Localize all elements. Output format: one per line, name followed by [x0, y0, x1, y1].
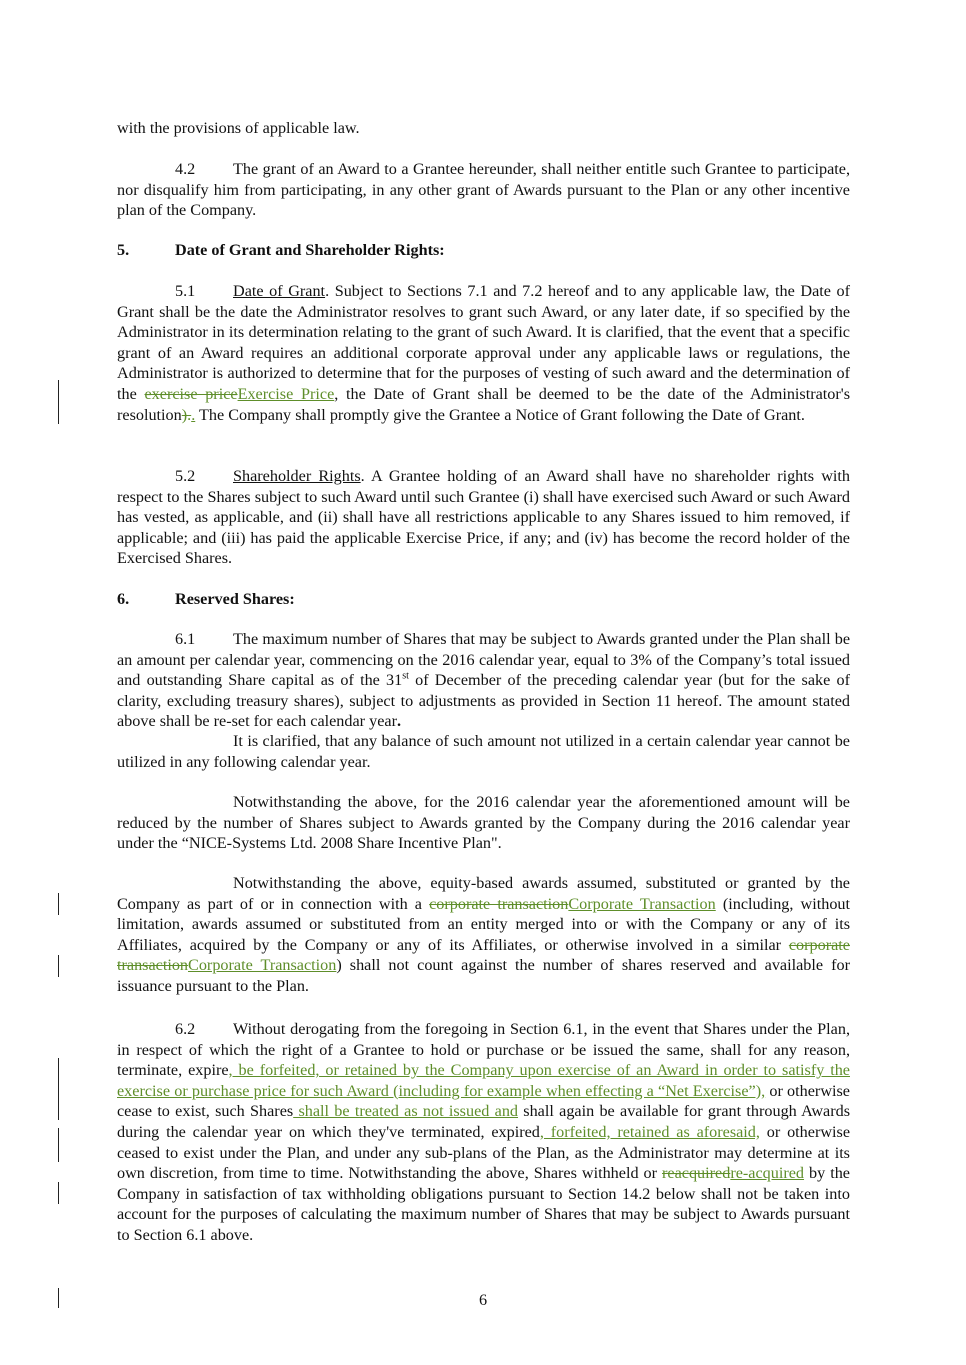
section-6-2: [117, 1019, 850, 1246]
clause-text: shall again be available for grant through Awards during the calendar year on which they've terminated, expired: [117, 1102, 850, 1141]
change-bar: [58, 380, 59, 424]
clause-number: 6.1: [175, 630, 196, 648]
clause-heading: Shareholder Rights: [233, 467, 361, 485]
section-5-2: [117, 466, 850, 569]
intro-text: with the provisions of applicable law.: [117, 119, 360, 137]
inserted-text: , forfeited, retained as aforesaid,: [539, 1122, 760, 1141]
clause-text: . A Grantee holding of an Award shall have no shareholder rights with respect to the Shares subject to such Award until such Grantee (i) shall have exercised such Award or such Award has vested, as applicable, and (ii) shall have all restrictions applicable to any Shares issued to him removed, if applicable; and (iii) has paid the applicable Exercise Price, if any; and (iv) has become the record holder of the Exercised Shares.: [117, 467, 850, 568]
page-number: 6: [478, 1291, 488, 1309]
superscript: st: [402, 670, 409, 682]
clause-text: ) shall not count against the number of shares reserved and available for issuance pursuant to the Plan.: [117, 956, 850, 995]
section-5-heading: [117, 240, 850, 261]
inserted-text: Exercise Price: [237, 384, 335, 403]
clause-text: by the Company in satisfaction of tax withholding obligations pursuant to Section 14.2 below shall not be taken into account for the purposes of calculating the maximum number of Shares that may be subject to Awards pursuant to Section 6.1 above.: [117, 1164, 850, 1244]
clause-number: 6.2: [175, 1020, 196, 1038]
clause-number: 5.2: [175, 467, 196, 485]
clause-text: Notwithstanding the above, for the 2016 calendar year the aforementioned amount will be reduced by the number of Shares subject to Awards granted by the Company during the 2016 calendar year under the “NICE-Systems Ltd. 2008 Share Incentive Plan".: [117, 793, 850, 853]
deleted-text: ).: [181, 405, 192, 424]
clause-text: Without derogating from the foregoing in Section 6.1, in the event that Shares under the Plan, in respect of which the right of a Grantee to hold or purchase or be issued the same, shall for any reason, terminate, expire: [117, 1020, 850, 1080]
section-number: 5.: [117, 241, 130, 259]
clause-text: or otherwise ceased to exist under the Plan, and under any sub-plans of the Plan, as the Administrator may determine at its own discretion, from time to time. Notwithstanding the above, Shares withheld or: [117, 1122, 851, 1183]
clause-text: The Company shall promptly give the Grantee a Notice of Grant following the Date of Grant.: [195, 405, 805, 424]
change-bar: [58, 1182, 59, 1204]
change-bar: [58, 955, 59, 977]
section-6-1-notwithstanding-2016: [117, 792, 850, 854]
clause-text: of December of the preceding calendar year (but for the sake of clarity, excluding treasury shares), subject to adjustments as provided in Section 11 hereof. The amount stated above shall be re-set for each calendar year: [117, 671, 850, 731]
section-title: Date of Grant and Shareholder Rights:: [175, 241, 445, 259]
clause-text: Notwithstanding the above, equity-based awards assumed, substituted or granted by the Company as part of or in connection with a: [117, 874, 850, 913]
clause-text: , the Date of Grant shall be deemed to be the date of the Administrator's resolution: [117, 384, 850, 424]
change-bar: [58, 1058, 59, 1120]
intro-paragraph: [117, 118, 850, 139]
section-5-1: [117, 281, 850, 425]
section-4-2: [117, 159, 850, 221]
section-6-1-notwithstanding-awards: [117, 873, 850, 997]
section-number: 6.: [117, 590, 130, 608]
section-title: Reserved Shares:: [175, 590, 295, 608]
change-bar: [58, 893, 59, 915]
section-6-1: [117, 629, 850, 732]
section-6-1-clarification: [117, 731, 850, 772]
clause-number: 5.1: [175, 282, 196, 300]
clause-text: The grant of an Award to a Grantee hereunder, shall neither entitle such Grantee to participate, nor disqualify him from participating, in any other grant of Awards pursuant to the Plan or any other incentive plan of the Company.: [117, 160, 850, 220]
clause-text: . Subject to Sections 7.1 and 7.2 hereof and to any applicable law, the Date of Grant shall be the date the Administrator resolves to grant such Award, or any later date, if so specified by the Administrator in its determination relating to the grant of such Award. It is clarified, that the event that a specific grant of an Award requires an additional corporate approval under any applicable laws or regulations, the Administrator is authorized to determine that for the purposes of vesting of such award and the determination of the: [117, 282, 850, 403]
section-6-heading: [117, 589, 850, 610]
inserted-text: .: [191, 405, 196, 424]
clause-text: It is clarified, that any balance of such amount not utilized in a certain calendar year cannot be utilized in any following calendar year.: [117, 732, 850, 771]
inserted-text: Corporate Transaction: [568, 894, 716, 913]
inserted-text: Corporate Transaction: [188, 956, 337, 975]
inserted-text: , be forfeited, or retained by the Company upon exercise of an Award in order to satisfy the exercise or purchase price for such Award (including for example when effecting a “Net Exercise”),: [117, 1061, 850, 1100]
clause-number: 4.2: [175, 160, 196, 178]
change-bar: [58, 1128, 59, 1162]
bold-period: .: [396, 712, 402, 731]
clause-heading: Date of Grant: [233, 282, 326, 300]
clause-text: or otherwise cease to exist, such Shares: [117, 1081, 850, 1121]
clause-text: The maximum number of Shares that may be subject to Awards granted under the Plan shall be an amount per calendar year, commencing on the 2016 calendar year, equal to 3% of the Company’s total issued and outstanding Share capital as of the 31: [117, 630, 850, 690]
inserted-text: re-acquired: [730, 1164, 805, 1183]
inserted-text: shall be treated as not issued and: [293, 1102, 519, 1121]
deleted-text: corporate transaction: [117, 935, 850, 975]
clause-text: (including, without limitation, awards assumed or substituted from an entity merged into or with the Company or any of its Affiliates, acquired by the Company or any of its Affiliates, or otherwise involved in a similar: [117, 894, 851, 954]
deleted-text: corporate transaction: [429, 894, 569, 913]
deleted-text: exercise price: [144, 384, 238, 403]
deleted-text: reacquired: [662, 1164, 731, 1183]
